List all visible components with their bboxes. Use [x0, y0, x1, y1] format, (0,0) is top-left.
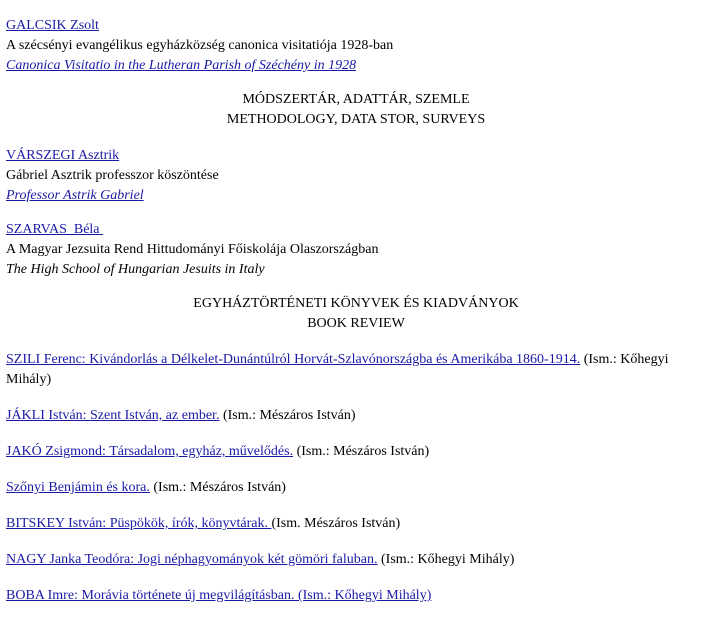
title-english: The High School of Hungarian Jesuits in Italy	[6, 262, 265, 277]
review-note: (Ism.: Kőhegyi Mihály)	[6, 352, 669, 387]
title-hungarian: Gábriel Asztrik professzor köszöntése	[6, 168, 219, 183]
review-note: (Ism.: Mészáros István)	[149, 480, 286, 495]
title-english-link[interactable]: Canonica Visitatio in the Lutheran Parish of Széchény in 1928	[6, 58, 357, 73]
title-hungarian: A Magyar Jezsuita Rend Hittudományi Főiskolája Olaszországban	[6, 242, 379, 257]
review-link[interactable]: JÁKLI István: Szent István, az ember.	[6, 408, 220, 423]
review-link[interactable]: Szőnyi Benjámin és kora.	[6, 480, 150, 495]
review-item	[6, 350, 706, 390]
review-item	[6, 550, 706, 570]
section-heading-book-review	[6, 294, 706, 334]
article-szarvas	[6, 220, 706, 280]
review-link[interactable]: SZILI Ferenc: Kivándorlás a Délkelet-Dunántúlról Horvát-Szlavónországba és Amerikába 1860-1914.	[6, 352, 581, 367]
review-link[interactable]: NAGY Janka Teodóra: Jogi néphagyományok két gömöri faluban.	[6, 552, 378, 567]
review-link[interactable]: BITSKEY István: Püspökök, írók, könyvtárak.	[6, 516, 272, 531]
title-hungarian: A szécsényi evangélikus egyházközség canonica visitatiója 1928-ban	[6, 38, 394, 53]
author-link[interactable]: VÁRSZEGI Asztrik	[6, 148, 120, 163]
section-heading-hu: EGYHÁZTÖRTÉNETI KÖNYVEK ÉS KIADVÁNYOK	[193, 296, 519, 311]
author-link[interactable]: SZARVAS Béla	[6, 222, 104, 237]
section-heading-hu: MÓDSZERTÁR, ADATTÁR, SZEMLE	[242, 92, 470, 107]
article-galcsik	[6, 16, 706, 76]
review-item	[6, 442, 706, 462]
review-note: (Ism. Mészáros István)	[271, 516, 401, 531]
section-heading-en: BOOK REVIEW	[307, 316, 405, 331]
review-note: (Ism.: Kőhegyi Mihály)	[377, 552, 515, 567]
author-link[interactable]: GALCSIK Zsolt	[6, 18, 99, 33]
review-item	[6, 586, 706, 606]
title-english-link[interactable]: Professor Astrik Gabriel	[6, 188, 144, 203]
review-note: (Ism.: Mészáros István)	[293, 444, 430, 459]
review-note: (Ism.: Mészáros István)	[219, 408, 356, 423]
review-link[interactable]: BOBA Imre: Morávia története új megvilágításban. (Ism.: Kőhegyi Mihály)	[6, 588, 432, 603]
review-item	[6, 478, 706, 498]
section-heading-methodology	[6, 90, 706, 130]
review-item	[6, 514, 706, 534]
article-varszegi	[6, 146, 706, 206]
review-link[interactable]: JAKÓ Zsigmond: Társadalom, egyház, művelődés.	[6, 444, 294, 459]
review-item	[6, 406, 706, 426]
section-heading-en: METHODOLOGY, DATA STOR, SURVEYS	[226, 112, 486, 127]
